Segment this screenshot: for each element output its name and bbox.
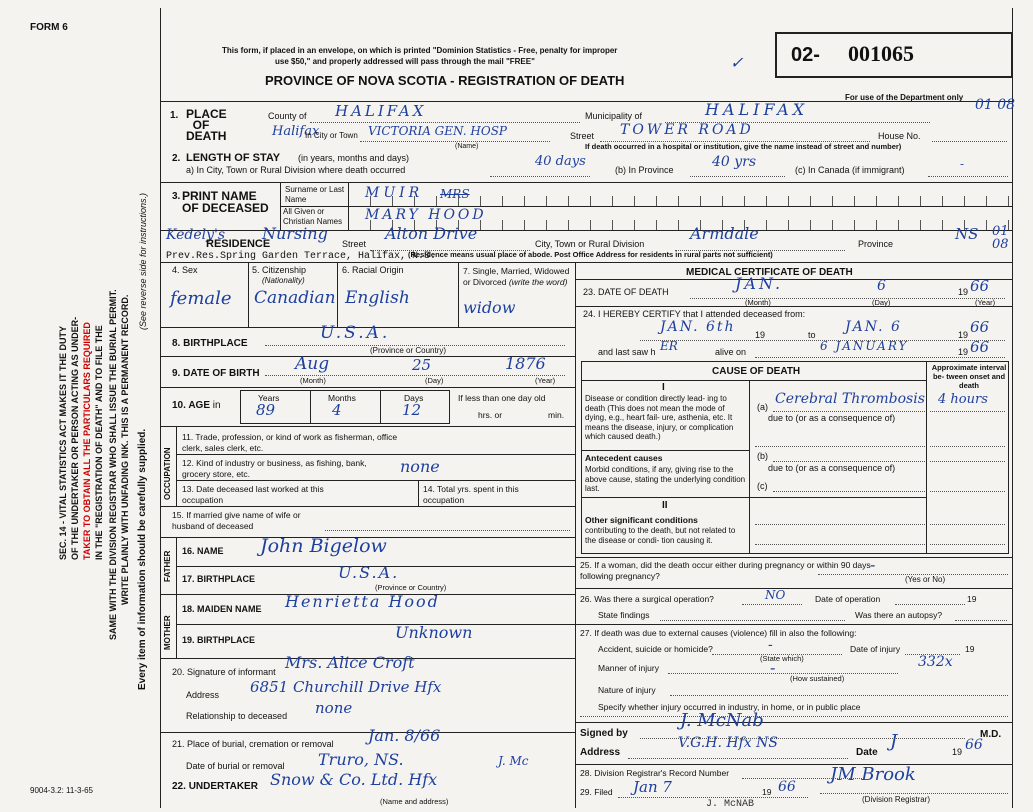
surname-crossed: MRS [440,187,470,201]
hospital-value: VICTORIA GEN. HOSP [368,124,507,138]
sex-label: 4. Sex [172,265,198,275]
certify-label: 24. I HEREBY CERTIFY that I attended deceased from: [583,309,806,319]
surname-label: Surname or Last Name [285,185,345,204]
form-number: FORM 6 [30,22,68,33]
comb-divider [942,196,943,206]
approx-interval-label: Approximate interval be- tween onset and death [931,363,1007,390]
birth-day-sub: (Day) [425,376,444,385]
comb-divider [370,220,371,230]
item-2-number: 2. [172,153,181,164]
medical-title: MEDICAL CERTIFICATE OF DEATH [686,267,853,278]
comb-divider [876,220,877,230]
father-birthplace-label: 17. BIRTHPLACE [182,574,256,584]
hospital-name-label: (Name) [455,143,479,150]
comb-divider [568,196,569,206]
comb-divider [634,196,635,206]
comb-divider [986,196,987,206]
residence-province-label: Province [858,239,894,249]
informant-address: 6851 Churchill Drive Hfx [250,678,442,696]
death-year: 66 [970,277,990,295]
due-to-label-2: due to (or as a consequence of) [768,463,896,473]
comb-divider [832,220,833,230]
trade-label: 11. Trade, profession, or kind of work as fisherman, office clerk, sales clerk, etc. [182,432,398,453]
comb-divider [656,196,657,206]
birth-year: 1876 [505,354,546,373]
cause-of-death-title: CAUSE OF DEATH [712,366,801,377]
filed-date: Jan 7 [633,778,672,796]
comb-divider [942,220,943,230]
death-year-sub: (Year) [975,298,996,307]
injury-date-19: 19 [965,644,975,654]
birthplace-value: U.S.A. [320,323,391,343]
informant-label: 20. Signature of informant [172,667,276,677]
filed-19: 19 [762,787,772,797]
residence-division-label: City, Town or Rural Division [535,239,645,249]
due-to-label-1: due to (or as a consequence of) [768,413,896,423]
side-note-registration: IN THE "REGISTRATION OF DEATH" AND TO FILE THE [94,325,104,560]
comb-divider [744,196,745,206]
house-number-label: House No. [878,131,921,141]
date-of-birth-label: 9. DATE OF BIRTH [172,368,260,379]
comb-divider [656,220,657,230]
stay-canada-value: - [960,157,965,171]
comb-divider [480,220,481,230]
comb-divider [766,220,767,230]
burial-initials: J. Mc [498,754,529,768]
birth-year-sub: (Year) [535,376,556,385]
state-findings-label: State findings [598,610,650,620]
residence-street-label: Street [342,239,367,249]
other-conditions-text: contributing to the death, but not related to the disease or condi- tion causing it. [585,526,736,545]
comb-divider [678,220,679,230]
surgery-value: NO [765,588,786,602]
death-day: 6 [877,278,886,294]
side-note-every: Every item of information should be carefully supplied. [137,428,148,690]
age-less-label: If less than one day old [458,393,546,403]
sign-year: 66 [965,737,983,753]
comb-divider [898,196,899,206]
injury-date-label: Date of injury [850,644,901,654]
length-of-stay-label: LENGTH OF STAY [186,152,281,164]
antecedent-label: Antecedent causes [585,453,663,463]
comb-divider [678,196,679,206]
marital-value: widow [463,298,516,317]
stay-division-label: a) In City, Town or Rural Division where death occurred [186,165,406,175]
print-name-label: PRINT NAME OF DECEASED [182,189,269,215]
comb-divider [458,196,459,206]
comb-divider [436,196,437,206]
burial-date-label: Date of burial or removal [186,761,285,771]
pregnancy-value: - [870,555,876,574]
print-code: 9004-3.2: 11-3-65 [30,786,94,795]
place-of-death-label: PLACE OF DEATH [186,107,227,143]
manner-label: Manner of injury [598,663,659,673]
filed-year: 66 [778,779,796,795]
informant-address-label: Address [186,690,220,700]
department-use-label: For use of the Department only [845,93,964,102]
occupation-side-label: OCCUPATION [163,447,172,500]
comb-divider [502,196,503,206]
external-causes-label: 27. If death was due to external causes (violence) fill in also the following: [580,628,857,638]
side-note-see: (See reverse side for instructions.) [138,192,148,330]
attended-to-19: 19 [958,330,969,340]
pregnancy-yes-no: (Yes or No) [905,575,946,584]
father-name-value: John Bigelow [260,535,387,557]
comb-divider [502,220,503,230]
comb-divider [832,196,833,206]
how-sustained-label: (How sustained) [790,674,845,683]
side-note-same: SAME WITH THE DIVISION REGISTRAR WHO SHALL ISSUE THE BURIAL PERMIT. [108,289,118,640]
birth-month-sub: (Month) [300,376,326,385]
form-title: PROVINCE OF NOVA SCOTIA - REGISTRATION OF DEATH [265,73,625,88]
registration-prefix: 02- [791,44,820,66]
stay-province-label: (b) In Province [615,165,674,175]
comb-divider [546,220,547,230]
last-worked-label: 13. Date deceased last worked at this occupation [182,484,324,505]
envelope-note-1: This form, if placed in an envelope, on which is printed "Dominion Statistics - Free, penalty for improper [222,46,618,55]
date-label: Date [856,747,878,758]
comb-divider [810,220,811,230]
stay-canada-label: (c) In Canada (if immigrant) [795,165,905,175]
given-names-value: MARY HOOD [365,207,487,223]
accident-value: - [768,637,773,653]
attended-from: JAN. 6th [660,319,736,335]
comb-divider [612,220,613,230]
alive-on-year: 66 [970,338,990,356]
last-saw-label: and last saw h [598,347,656,357]
cause-b-label: (b) [757,451,768,461]
years-spent-label: 14. Total yrs. spent in this occupation [423,484,519,505]
death-day-sub: (Day) [872,298,891,307]
comb-divider [788,196,789,206]
cause-interval: 4 hours [938,392,988,407]
racial-origin-label: 6. Racial Origin [342,265,404,275]
father-side-label: FATHER [163,550,172,582]
county-label: County of [268,111,307,121]
attended-to: JAN. 6 [845,319,902,335]
comb-divider [524,196,525,206]
signed-by-label: Signed by [580,728,628,739]
citizenship-label: 5. Citizenship [252,265,307,275]
birth-month: Aug [295,354,330,374]
comb-divider [986,220,987,230]
comb-divider [788,220,789,230]
physician-address: V.G.H. Hfx NS [678,735,778,751]
roman-one: I [662,382,665,393]
registrar-signature: JM Brook [830,764,916,785]
md-label: M.D. [980,729,1002,740]
alive-on-date: 6 JANUARY [820,339,909,353]
undertaker-value: Snow & Co. Ltd. Hfx [270,770,438,789]
comb-divider [634,220,635,230]
comb-divider [524,220,525,230]
alive-on-19: 19 [958,347,969,357]
comb-divider [700,196,701,206]
given-names-label: All Given or Christian Names [283,207,343,226]
sign-date-value: J [890,731,898,752]
antecedent-text: Morbid conditions, if any, giving rise to the above cause, stating the underlying condition last. [585,465,746,493]
death-month: JAN. [735,274,784,293]
racial-origin-value: English [345,288,410,308]
maiden-name-value: Henrietta Hood [285,592,440,611]
city-label: In City or Town [305,131,358,140]
burial-date-value: Truro, NS. [318,750,404,769]
comb-divider [392,196,393,206]
comb-divider [1008,196,1009,206]
death-month-sub: (Month) [745,298,771,307]
age-years: 89 [256,401,276,419]
undertaker-sub: (Name and address) [380,797,449,806]
industry-value: none [400,457,440,476]
relationship-value: none [315,699,353,717]
residence-label: RESIDENCE [206,238,271,250]
maiden-name-label: 18. MAIDEN NAME [182,604,262,614]
burial-place-label: 21. Place of burial, cremation or removal [172,739,334,749]
comb-divider [546,196,547,206]
previous-residence: Prev.Res.Spring Garden Terrace, Halifax, N.S. [166,251,437,262]
department-code-1: 01 08 [975,97,1016,113]
item-3-number: 3. [172,191,181,202]
comb-divider [964,196,965,206]
undertaker-label: 22. UNDERTAKER [172,781,258,792]
father-name-label: 16. NAME [182,546,224,556]
alive-on-label: alive on [715,347,747,357]
stay-division-value: 40 days [535,154,586,169]
comb-divider [590,220,591,230]
mother-birthplace-value: Unknown [395,623,473,642]
side-note-sec14: SEC. 14 - VITAL STATISTICS ACT MAKES IT THE DUTY [58,325,68,560]
state-which-label: (State which) [760,654,804,663]
stay-province-value: 40 yrs [712,154,757,170]
death-year-prefix: 19 [958,287,969,297]
burial-place-value: Jan. 8/66 [368,726,441,745]
comb-divider [766,196,767,206]
mother-side-label: MOTHER [163,615,172,650]
surname-value: MUIR [365,185,424,201]
external-code: 332x [918,654,953,670]
comb-divider [612,196,613,206]
attended-from-19: 19 [755,330,766,340]
age-days: 12 [402,401,422,419]
birth-day: 25 [412,356,432,374]
comb-divider [920,220,921,230]
hospital-note: If death occurred in a hospital or institution, give the name instead of street and number) [585,142,902,151]
comb-divider [722,196,723,206]
citizenship-value: Canadian [254,288,336,308]
registrar-stamp: J. McNAB [706,799,755,810]
where-injury-label: Specify whether injury occurred in industry, in home, or in public place [598,702,861,712]
department-code-2: 01 08 [992,224,1009,252]
residence-prefix: Kedely's [166,227,226,243]
municipality-label: Municipality of [585,111,643,121]
disease-text: Disease or condition directly lead- ing to death (This does not mean the mode of dying, e.g., heart fail- ure, asthenia, etc. It means the disease, injury, or complication which caused death.) [585,394,734,441]
last-saw-her: ER [660,339,678,353]
pregnancy-label: 25. If a woman, did the death occur either during pregnancy or within 90 days following pregnancy? [580,560,871,581]
age-months: 4 [332,401,342,419]
age-years-label: Years [258,393,280,403]
operation-date-label: Date of operation [815,594,881,604]
surgery-label: 26. Was there a surgical operation? [580,594,714,604]
residence-nursing: Nursing [262,224,328,243]
comb-divider [414,196,415,206]
comb-divider [876,196,877,206]
comb-divider [810,196,811,206]
side-note-taker: TAKER TO OBTAIN ALL THE PARTICULARS REQUIRED [82,322,92,560]
birthplace-sub: (Province or Country) [370,346,447,355]
autopsy-label: Was there an autopsy? [855,610,943,620]
address-label: Address [580,747,621,758]
age-label: 10. AGE in [172,400,221,411]
cause-a-label: (a) [757,402,768,412]
accident-label: Accident, suicide or homicide? [598,644,713,654]
birthplace-label: 8. BIRTHPLACE [172,338,248,349]
mother-birthplace-label: 19. BIRTHPLACE [182,635,256,645]
item-1-number: 1. [170,110,179,121]
attended-to-year: 66 [970,318,990,336]
age-min-label: min. [548,410,565,420]
envelope-note-2: use $50," and properly addressed will pass through the mail "FREE" [275,57,535,66]
length-of-stay-sub: (in years, months and days) [298,153,410,163]
age-hrs-label: hrs. or [478,410,503,420]
municipality-value: HALIFAX [705,100,809,119]
age-months-label: Months [328,393,356,403]
comb-divider [898,220,899,230]
comb-divider [568,220,569,230]
physician-signature: J. McNab [680,710,764,731]
side-note-write: WRITE PLAINLY WITH UNFADING INK. THIS IS A PERMANENT RECORD. [120,294,130,605]
sex-value: female [170,288,232,309]
father-birthplace-value: U.S.A. [338,563,400,582]
industry-label: 12. Kind of industry or business, as fishing, bank, grocery store, etc. [182,458,367,479]
manner-value: - [770,658,776,677]
filed-label: 29. Filed [580,787,613,797]
operation-date-19: 19 [967,594,977,604]
city-value: Halifax [272,124,320,139]
check-mark: ✓ [730,53,744,72]
residence-street-value: Alton Drive [385,224,478,243]
date-of-death-label: 23. DATE OF DEATH [583,287,669,297]
nature-label: Nature of injury [598,685,656,695]
father-birthplace-sub: (Province or Country) [375,583,447,592]
street-value: TOWER ROAD [620,122,754,138]
residence-province-value: NS [955,225,979,243]
comb-divider [370,196,371,206]
citizenship-sub: (Nationality) [262,276,305,285]
comb-divider [920,196,921,206]
informant-signature: Mrs. Alice Croft [285,653,415,672]
side-note-undertaker: OF THE UNDERTAKER OR PERSON ACTING AS UNDER- [70,316,80,560]
spouse-label: 15. If married give name of wife or husband of deceased [172,510,301,531]
age-days-label: Days [404,393,424,403]
cause-c-label: (c) [757,481,768,491]
roman-two: II [662,500,668,511]
registration-number: 001065 [848,41,914,66]
sign-date-19: 19 [952,747,963,757]
relationship-label: Relationship to deceased [186,711,288,721]
county-value: HALIFAX [335,102,427,120]
record-number-label: 28. Division Registrar's Record Number [580,768,730,778]
comb-divider [854,220,855,230]
marital-label: 7. Single, Married, Widowed or Divorced (write the word) [463,266,570,287]
cause-a-value: Cerebral Thrombosis [775,391,925,407]
attended-to-label: to [808,330,816,340]
street-label: Street [570,131,595,141]
division-registrar-label: (Division Registrar) [862,795,931,804]
other-conditions-label: Other significant conditions [585,515,698,525]
comb-divider [480,196,481,206]
comb-divider [854,196,855,206]
comb-divider [590,196,591,206]
residence-note: (Residence means usual place of abode. Post Office Address for residents in rural parts not sufficient) [408,250,773,259]
residence-division-value: Armdale [690,224,759,243]
